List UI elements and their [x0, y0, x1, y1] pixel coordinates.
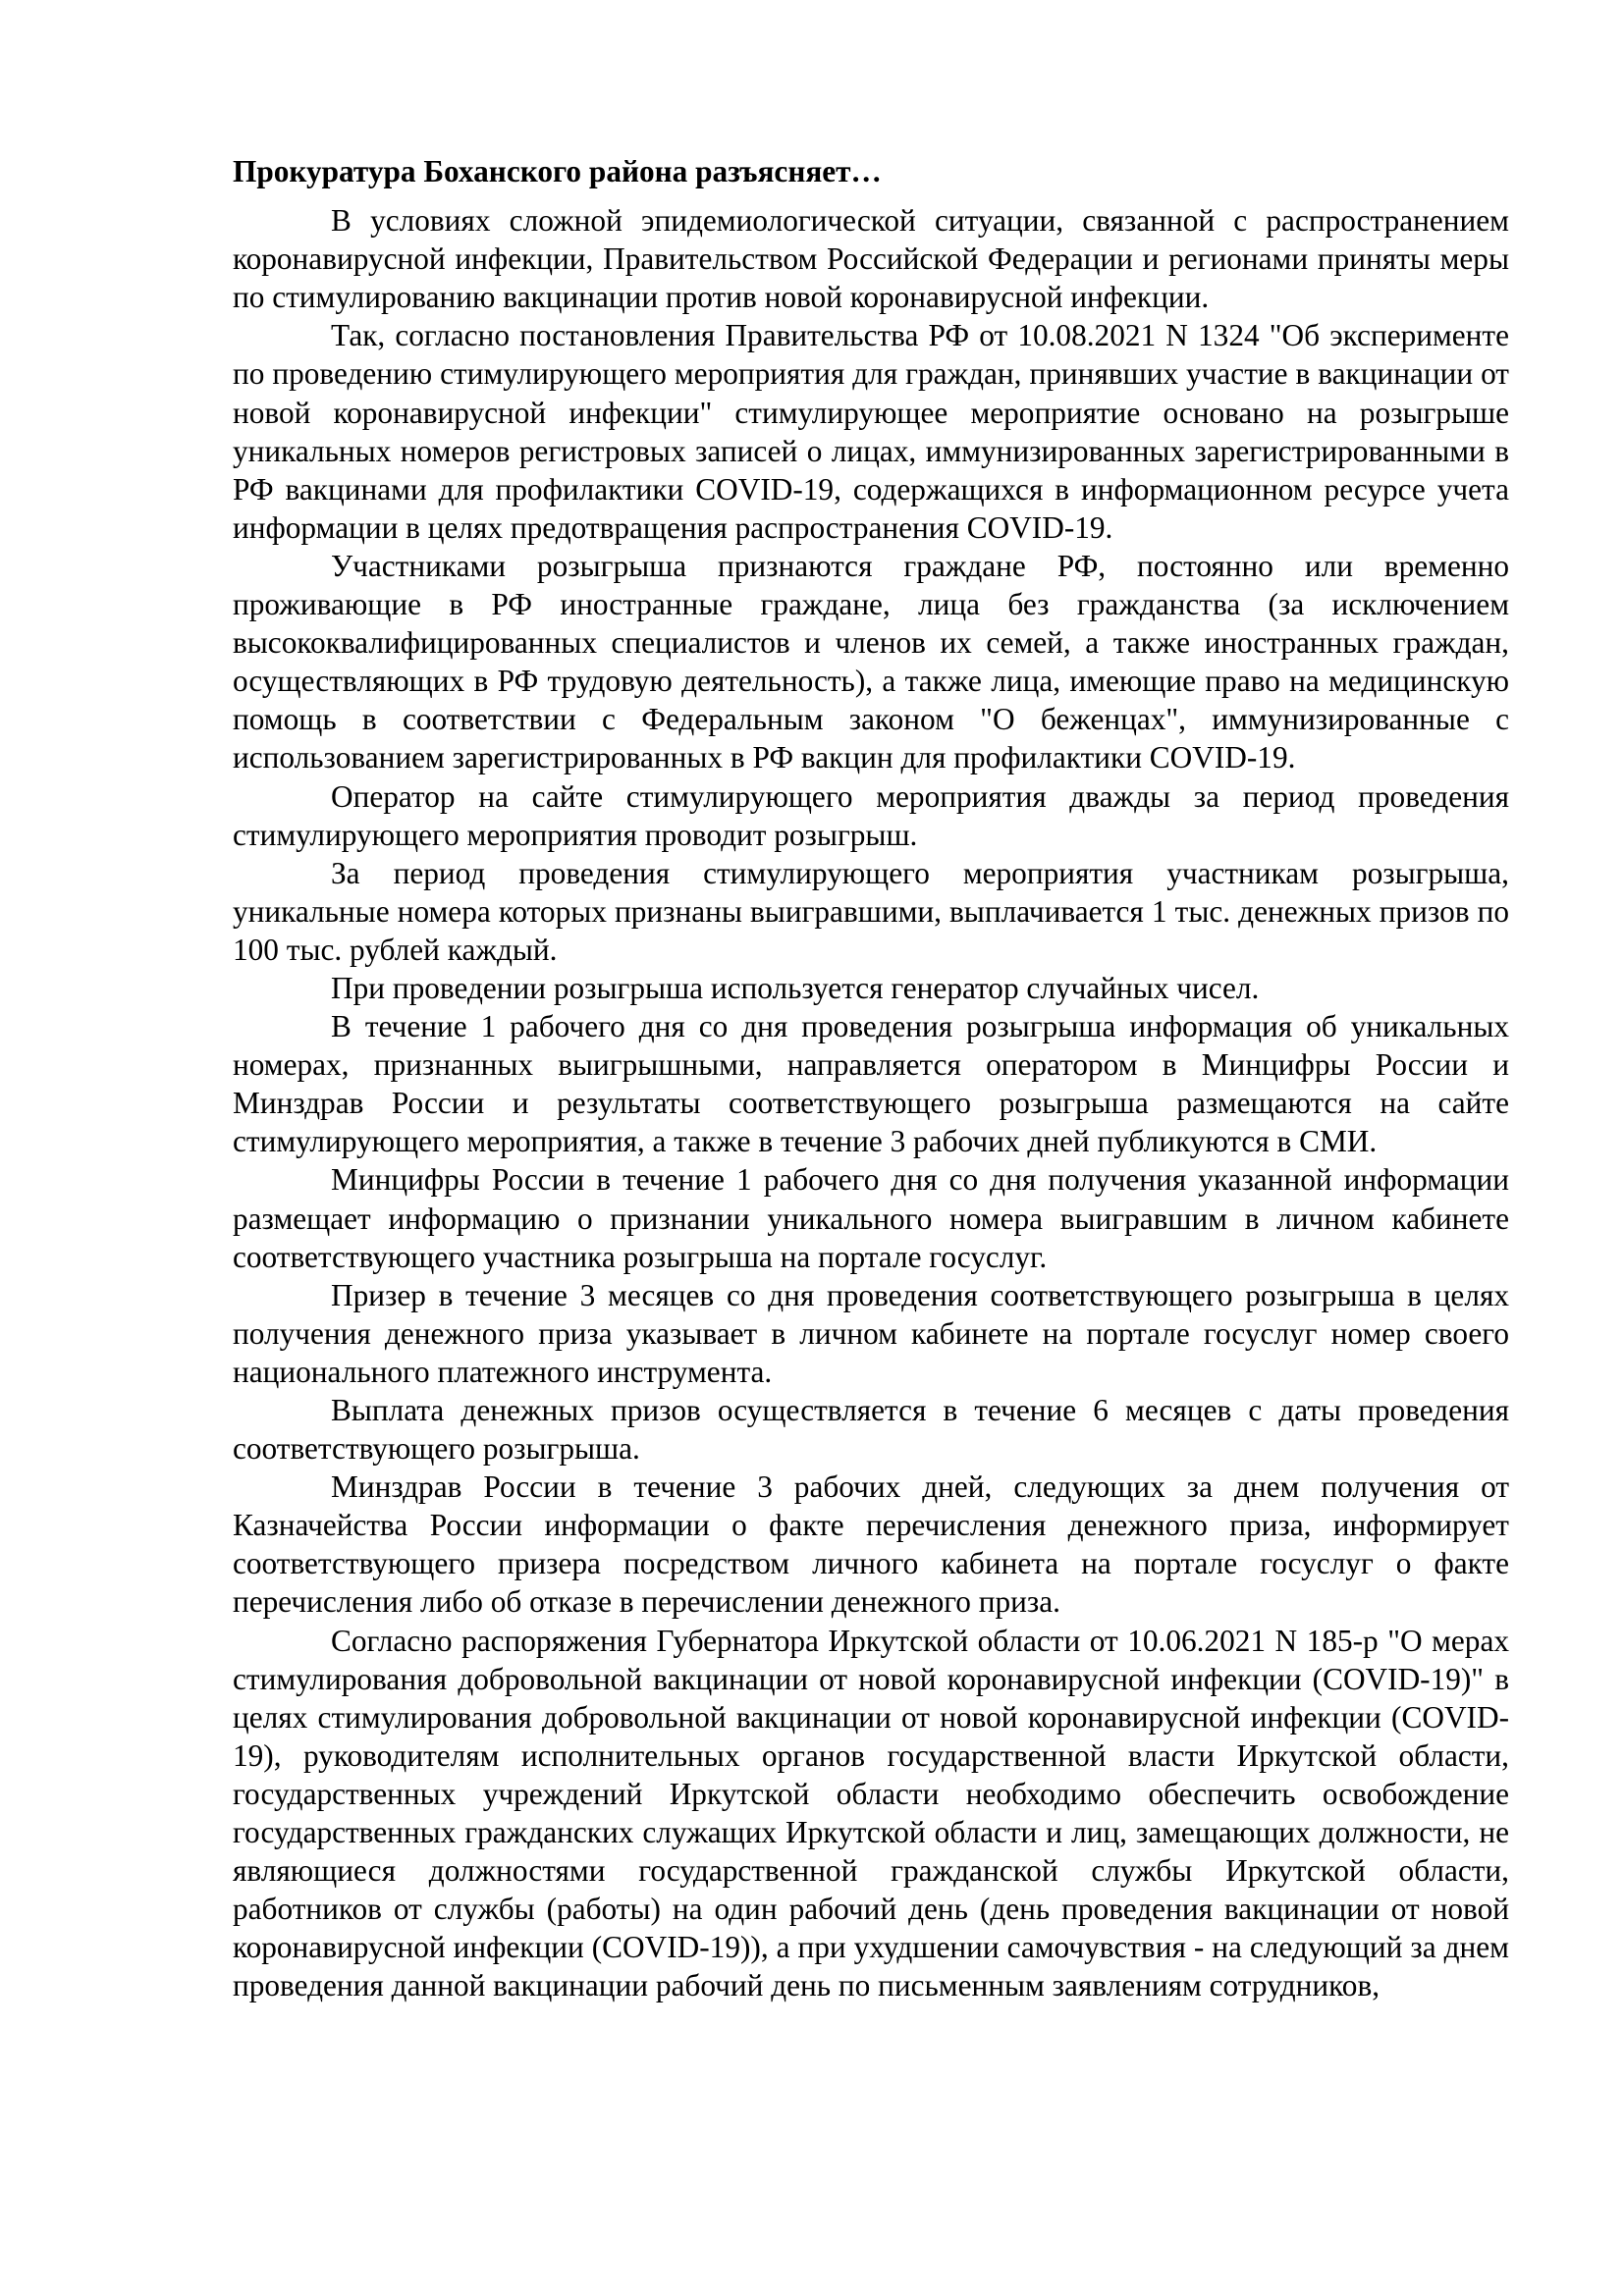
paragraph: Так, согласно постановления Правительства РФ от 10.08.2021 N 1324 "Об эксперименте по проведению стимулирующего мероприятия для граждан, принявших участие в вакцинации от новой коронавирусной инфекции" стимулирующее мероприятие основано на розыгрыше уникальных номеров регистровых записей о лицах, иммунизированных зарегистрированными в РФ вакцинами для профилактики COVID-19, содержащихся в информационном ресурсе учета информации в целях предотвращения распространения COVID-19. — [233, 318, 1509, 545]
paragraph: Согласно распоряжения Губернатора Иркутской области от 10.06.2021 N 185-р "О мерах стимулирования добровольной вакцинации от новой коронавирусной инфекции (COVID-19)" в целях стимулирования добровольной вакцинации от новой коронавирусной инфекции (COVID-19), руководителям исполнительных органов государственной власти Иркутской области, государственных учреждений Иркутской области необходимо обеспечить освобождение государственных гражданских служащих Иркутской области и лиц, замещающих должности, не являющиеся должностями государственной гражданской службы Иркутской области, работников от службы (работы) на один рабочий день (день проведения вакцинации от новой коронавирусной инфекции (COVID-19)), а при ухудшении самочувствия - на следующий за днем проведения данной вакцинации рабочий день по письменным заявлениям сотрудников, — [233, 1623, 1509, 2003]
paragraph: Выплата денежных призов осуществляется в течение 6 месяцев с даты проведения соответствующего розыгрыша. — [233, 1393, 1509, 1467]
paragraph: Призер в течение 3 месяцев со дня проведения соответствующего розыгрыша в целях получения денежного приза указывает в личном кабинете на портале госуслуг номер своего национального платежного инструмента. — [233, 1277, 1509, 1389]
paragraph: В течение 1 рабочего дня со дня проведения розыгрыша информация об уникальных номерах, признанных выигрышными, направляется оператором в Минцифры России и Минздрав России и результаты соответствующего розыгрыша размещаются на сайте стимулирующего мероприятия, а также в течение 3 рабочих дней публикуются в СМИ. — [233, 1009, 1509, 1159]
paragraph: Участниками розыгрыша признаются граждане РФ, постоянно или временно проживающие в РФ иностранные граждане, лица без гражданства (за исключением высококвалифицированных специалистов и членов их семей, а также иностранных граждан, осуществляющих в РФ трудовую деятельность), а также лица, имеющие право на медицинскую помощь в соответствии с Федеральным законом "О беженцах", иммунизированные с использованием зарегистрированных в РФ вакцин для профилактики COVID-19. — [233, 548, 1509, 775]
document-body — [233, 152, 1509, 2005]
paragraph: Минздрав России в течение 3 рабочих дней, следующих за днем получения от Казначейства России информации о факте перечисления денежного приза, информирует соответствующего призера посредством личного кабинета на портале госуслуг о факте перечисления либо об отказе в перечислении денежного приза. — [233, 1469, 1509, 1620]
paragraph: Оператор на сайте стимулирующего мероприятия дважды за период проведения стимулирующего мероприятия проводит розыгрыш. — [233, 778, 1509, 852]
document-title: Прокуратура Боханского района разъясняет… — [233, 154, 882, 188]
paragraph: За период проведения стимулирующего мероприятия участникам розыгрыша, уникальные номера которых признаны выигравшими, выплачивается 1 тыс. денежных призов по 100 тыс. рублей каждый. — [233, 855, 1509, 967]
paragraph: В условиях сложной эпидемиологической ситуации, связанной с распространением коронавирусной инфекции, Правительством Российской Федерации и регионами приняты меры по стимулированию вакцинации против новой коронавирусной инфекции. — [233, 203, 1509, 315]
paragraph: При проведении розыгрыша используется генератор случайных чисел. — [331, 970, 1260, 1005]
paragraph: Минцифры России в течение 1 рабочего дня со дня получения указанной информации размещает информацию о признании уникального номера выигравшим в личном кабинете соответствующего участника розыгрыша на портале госуслуг. — [233, 1162, 1509, 1274]
